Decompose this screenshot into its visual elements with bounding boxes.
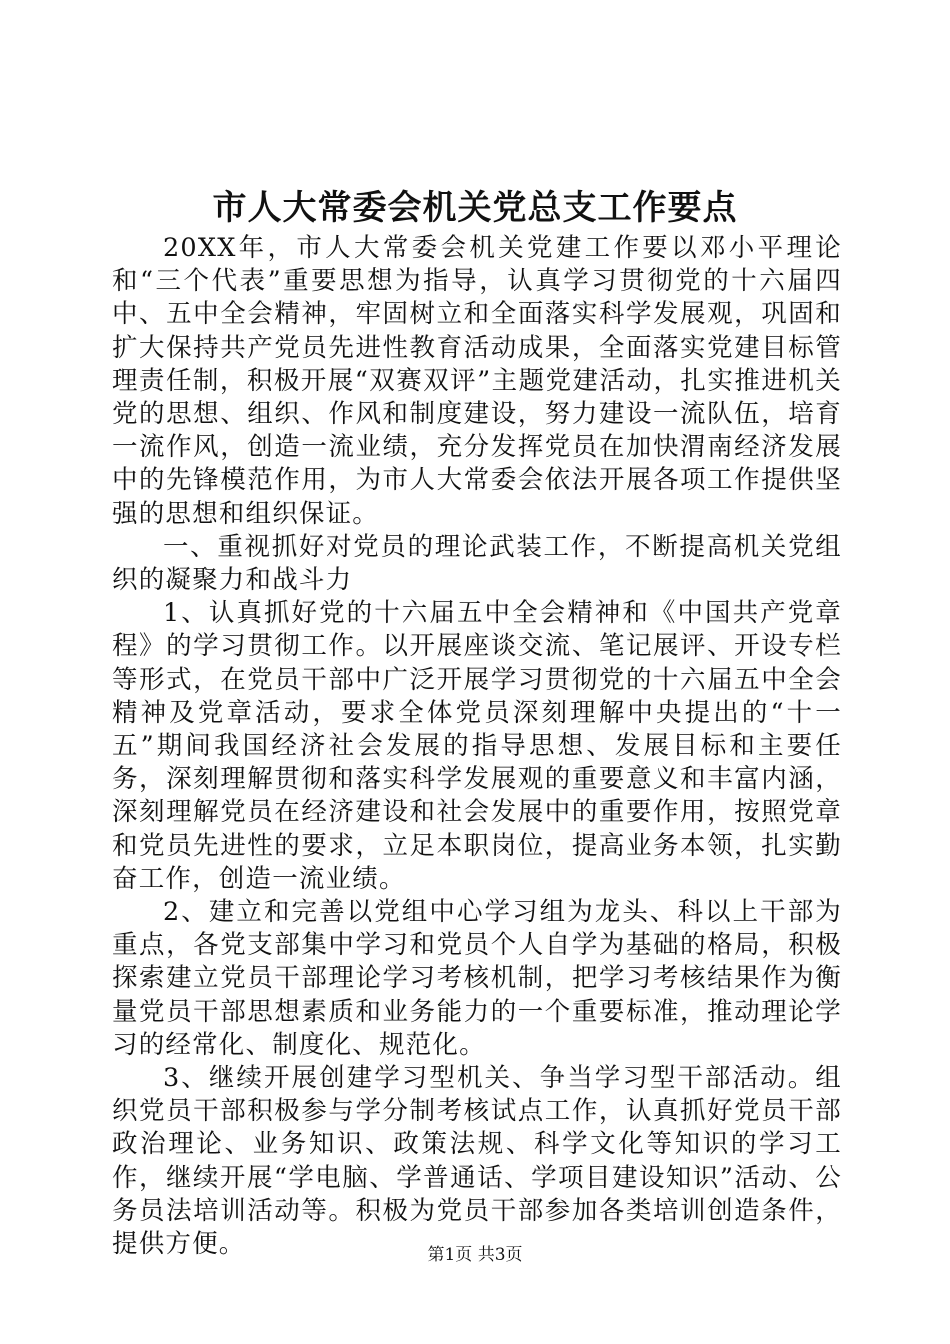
section-heading-1: 一、重视抓好对党员的理论武装工作，不断提高机关党组织的凝聚力和战斗力 — [112, 531, 842, 596]
page-number-footer: 第1页 共3页 — [427, 1245, 523, 1265]
item-paragraph-1: 1、认真抓好党的十六届五中全会精神和《中国共产党章程》的学习贯彻工作。以开展座谈交流、笔记展评、开设专栏等形式，在党员干部中广泛开展学习贯彻党的十六届五中全会精神及党章活动，要求全体党员深刻理解中央提出的“十一五”期间我国经济社会发展的指导思想、发展目标和主要任务，深刻理解贯彻和落实科学发展观的重要意义和丰富内涵，深刻理解党员在经济建设和社会发展中的重要作用，按照党章和党员先进性的要求，立足本职岗位，提高业务本领，扎实勤奋工作，创造一流业绩。 — [112, 598, 842, 894]
document-body — [112, 232, 842, 1261]
item-paragraph-2: 2、建立和完善以党组中心学习组为龙头、科以上干部为重点，各党支部集中学习和党员个人自学为基础的格局，积极探索建立党员干部理论学习考核机制，把学习考核结果作为衡量党员干部思想素质和业务能力的一个重要标准，推动理论学习的经常化、制度化、规范化。 — [112, 897, 842, 1060]
item-paragraph-3: 3、继续开展创建学习型机关、争当学习型干部活动。组织党员干部积极参与学分制考核试点工作，认真抓好党员干部政治理论、业务知识、政策法规、科学文化等知识的学习工作，继续开展“学电脑、学普通话、学项目建设知识”活动、公务员法培训活动等。积极为党员干部参加各类培训创造条件，提供方便。 — [112, 1063, 842, 1260]
document-title: 市人大常委会机关党总支工作要点 — [212, 188, 738, 228]
intro-paragraph: 20XX年，市人大常委会机关党建工作要以邓小平理论和“三个代表”重要思想为指导，认真学习贯彻党的十六届四中、五中全会精神，牢固树立和全面落实科学发展观，巩固和扩大保持共产党员先进性教育活动成果，全面落实党建目标管理责任制，积极开展“双赛双评”主题党建活动，扎实推进机关党的思想、组织、作风和制度建设，努力建设一流队伍，培育一流作风，创造一流业绩，充分发挥党员在加快渭南经济发展中的先锋模范作用，为市人大常委会依法开展各项工作提供坚强的思想和组织保证。 — [112, 233, 842, 529]
